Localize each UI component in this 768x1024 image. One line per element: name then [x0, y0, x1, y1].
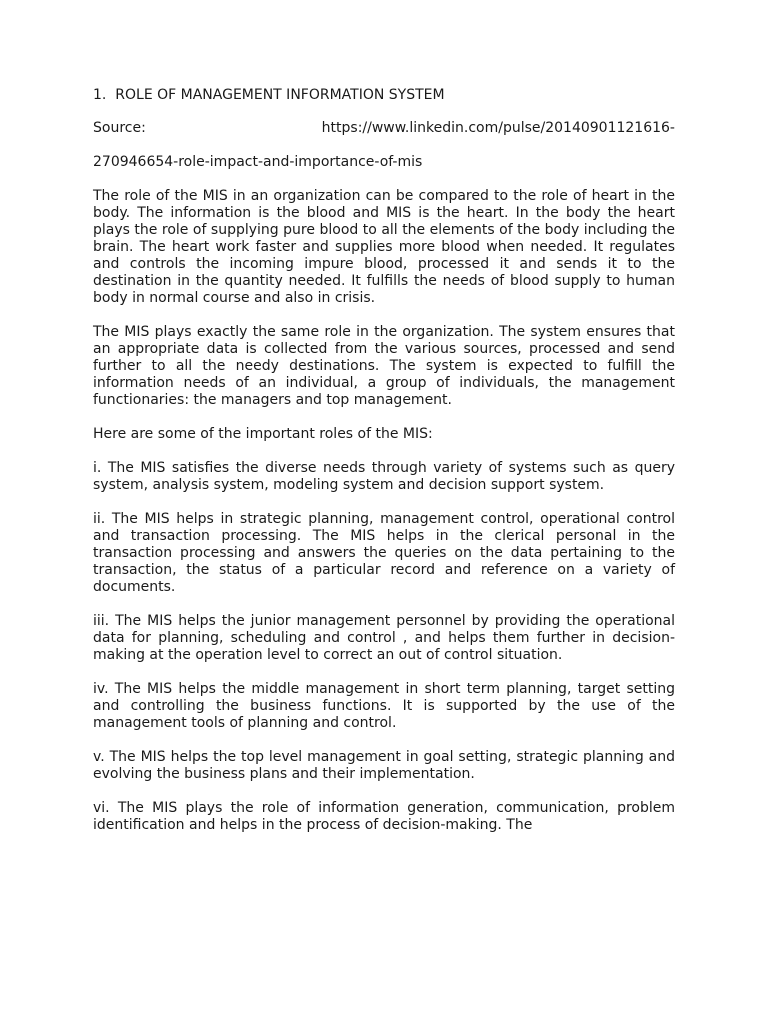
list-item-role-i: i. The MIS satisfies the diverse needs through variety of systems such as query system, analysis system, modeling system and decision support system.: [93, 460, 675, 493]
list-item-role-v: v. The MIS helps the top level management in goal setting, strategic planning and evolving the business plans and their implementation.: [93, 749, 675, 782]
source-link-part2[interactable]: 270946654-role-impact-and-importance-of-mis: [93, 154, 423, 170]
list-item-role-iii: iii. The MIS helps the junior management personnel by providing the operational data for planning, scheduling and control , and helps them further in decision-making at the operation level to correct an out of control situation.: [93, 613, 675, 663]
document-page: [93, 87, 675, 851]
source-line-continued: [93, 154, 675, 171]
list-item-role-vi: vi. The MIS plays the role of information generation, communication, problem identification and helps in the process of decision-making. The: [93, 800, 675, 833]
list-item-role-ii: ii. The MIS helps in strategic planning, management control, operational control and transaction processing. The MIS helps in the clerical personal in the transaction processing and answers the queries on the data pertaining to the transaction, the status of a particular record and reference on a variety of documents.: [93, 511, 675, 595]
paragraph-intro: The role of the MIS in an organization can be compared to the role of heart in the body. The information is the blood and MIS is the heart. In the body the heart plays the role of supplying pure blood to all the elements of the body including the brain. The heart work faster and supplies more blood when needed. It regulates and controls the incoming impure blood, processed it and sends it to the destination in the quantity needed. It fulfills the needs of blood supply to human body in normal course and also in crisis.: [93, 188, 675, 306]
source-label: Source:: [93, 120, 146, 136]
source-line: [93, 120, 675, 137]
source-link-part1[interactable]: https://www.linkedin.com/pulse/20140901121616-: [321, 120, 675, 136]
heading-number: 1.: [93, 87, 107, 103]
list-item-role-iv: iv. The MIS helps the middle management in short term planning, target setting and controlling the business functions. It is supported by the use of the management tools of planning and control.: [93, 681, 675, 731]
section-heading: [93, 87, 675, 104]
paragraph-roles-lead: Here are some of the important roles of the MIS:: [93, 426, 433, 442]
heading-text: ROLE OF MANAGEMENT INFORMATION SYSTEM: [115, 87, 445, 103]
paragraph-role: The MIS plays exactly the same role in the organization. The system ensures that an appropriate data is collected from the various sources, processed and send further to all the needy destinations. The system is expected to fulfill the information needs of an individual, a group of individuals, the management functionaries: the managers and top management.: [93, 324, 675, 408]
